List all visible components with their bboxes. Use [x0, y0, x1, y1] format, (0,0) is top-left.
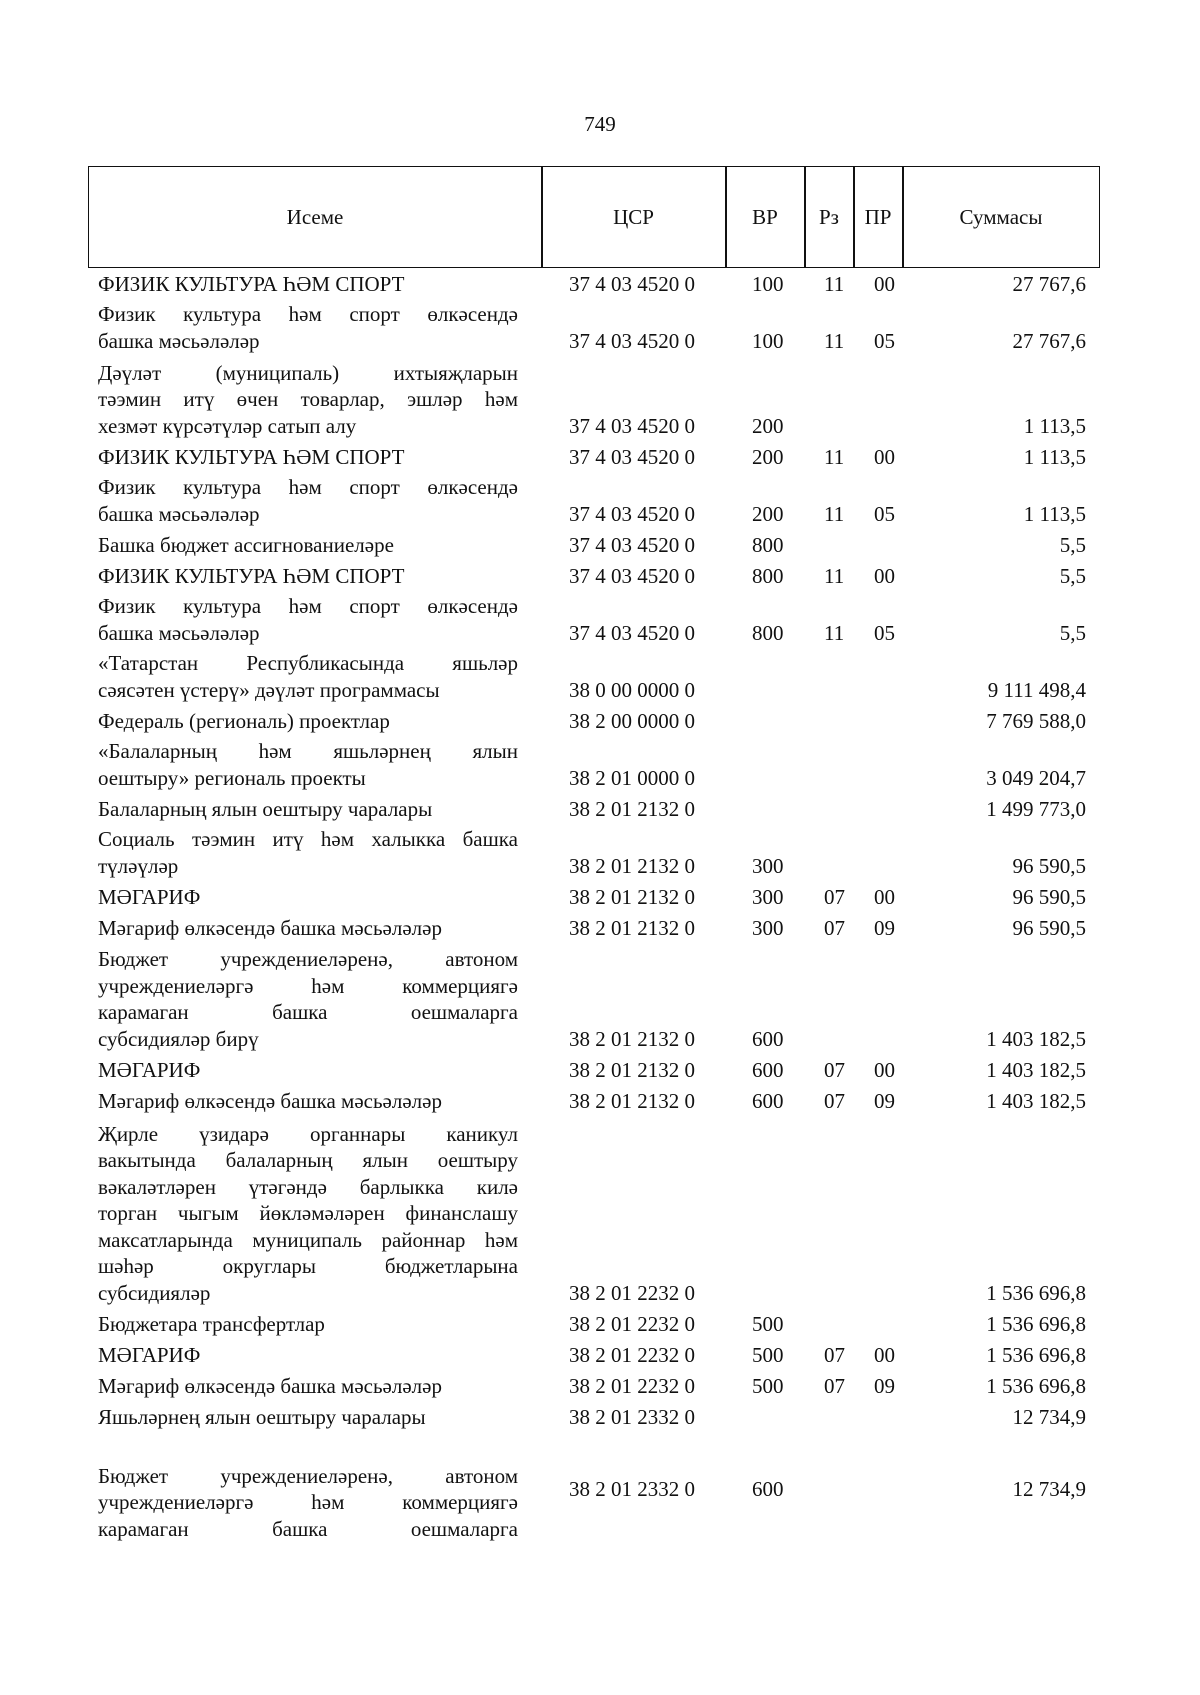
row-vr: 300 [752, 915, 784, 940]
row-vr: 600 [752, 1088, 784, 1113]
row-vr: 100 [752, 271, 784, 296]
row-csr: 37 4 03 4520 0 [569, 620, 695, 645]
row-name [98, 1057, 518, 1084]
row-name-line: Балаларның ялын оештыру чаралары [98, 796, 433, 821]
row-csr: 38 2 01 2232 0 [569, 1342, 695, 1367]
row-vr: 500 [752, 1342, 784, 1367]
row-pr: 05 [874, 620, 895, 645]
row-vr: 100 [752, 328, 784, 353]
row-name [98, 1463, 518, 1543]
row-name-line: Бюджетара трансфертлар [98, 1311, 325, 1336]
row-rz: 07 [824, 915, 845, 940]
row-name-line: субсидияләр [98, 1280, 211, 1305]
column-header-rz: Рз [819, 204, 839, 229]
page-number: 749 [584, 112, 616, 136]
row-name-line: Яшьләрнең ялын оештыру чаралары [98, 1404, 426, 1429]
row-sum: 96 590,5 [1012, 853, 1086, 878]
row-csr: 37 4 03 4520 0 [569, 501, 695, 526]
row-pr: 09 [874, 1373, 895, 1398]
row-sum: 5,5 [1059, 532, 1086, 557]
row-pr: 00 [874, 271, 895, 296]
table-row [88, 1052, 1100, 1083]
row-name-line: Җирле үзидарә органнары каникул [98, 1121, 518, 1146]
row-sum: 1 499 773,0 [986, 796, 1086, 821]
row-rz: 07 [824, 1373, 845, 1398]
row-sum: 9 111 498,4 [987, 677, 1086, 702]
row-name-line: вакытында балаларның ялын оештыру [98, 1148, 518, 1172]
table-row [88, 791, 1100, 822]
row-name-line: ФИЗИК КУЛЬТУРА ҺӘМ СПОРТ [98, 444, 405, 469]
row-vr: 800 [752, 532, 784, 557]
table-row [88, 703, 1100, 734]
column-header-vr: ВР [752, 204, 778, 229]
row-csr: 38 2 01 2132 0 [569, 884, 695, 909]
row-pr: 00 [874, 884, 895, 909]
row-name-line: вәкаләтләрен үтәгәндә барлыкка килә [98, 1174, 518, 1199]
row-name-line: учреждениеләргә һәм коммерциягә [98, 1490, 518, 1514]
table-row [88, 439, 1100, 470]
row-name-line: учреждениеләргә һәм коммерциягә [98, 973, 518, 998]
row-rz: 07 [824, 1342, 845, 1367]
row-name-line: Физик культура һәм спорт өлкәсендә [98, 594, 518, 618]
table-row [88, 1306, 1100, 1337]
row-sum: 7 769 588,0 [986, 708, 1086, 733]
row-name-line: МӘГАРИФ [98, 884, 201, 909]
row-pr: 09 [874, 915, 895, 940]
row-pr: 05 [874, 328, 895, 353]
row-pr: 09 [874, 1088, 895, 1113]
row-csr: 37 4 03 4520 0 [569, 271, 695, 296]
row-name-line: Физик культура һәм спорт өлкәсендә [98, 302, 518, 326]
row-csr: 38 2 01 2132 0 [569, 853, 695, 878]
row-csr: 38 2 01 2232 0 [569, 1311, 695, 1336]
row-name [98, 593, 518, 646]
row-vr: 600 [752, 1476, 784, 1501]
row-name [98, 946, 518, 1052]
row-sum: 1 403 182,5 [986, 1026, 1086, 1051]
row-name-line: ФИЗИК КУЛЬТУРА ҺӘМ СПОРТ [98, 271, 405, 296]
row-sum: 3 049 204,7 [986, 765, 1086, 790]
row-rz: 11 [824, 563, 845, 588]
row-sum: 1 536 696,8 [986, 1280, 1086, 1305]
table-row [88, 297, 1100, 354]
row-pr: 00 [874, 1342, 895, 1367]
row-name [98, 1121, 518, 1307]
row-sum: 1 536 696,8 [986, 1311, 1086, 1336]
table-row [88, 470, 1100, 527]
row-name [98, 1342, 518, 1369]
row-sum: 5,5 [1059, 563, 1086, 588]
row-name [98, 796, 518, 823]
row-name-line: оештыру» региональ проекты [98, 765, 366, 790]
row-pr: 00 [874, 444, 895, 469]
row-csr: 37 4 03 4520 0 [569, 328, 695, 353]
table-row [88, 1337, 1100, 1368]
row-name [98, 884, 518, 911]
row-sum: 1 113,5 [1023, 413, 1086, 438]
table-row [88, 646, 1100, 703]
row-name [98, 301, 518, 354]
row-rz: 07 [824, 884, 845, 909]
row-csr: 38 2 01 0000 0 [569, 765, 695, 790]
row-name-line: шәһәр округлары бюджетларына [98, 1254, 518, 1278]
row-csr: 37 4 03 4520 0 [569, 532, 695, 557]
row-name [98, 563, 518, 590]
row-name [98, 1404, 518, 1431]
row-csr: 38 2 01 2132 0 [569, 1057, 695, 1082]
table-row [88, 558, 1100, 589]
table-row [88, 910, 1100, 941]
row-name-line: Мәгариф өлкәсендә башка мәсьәләләр [98, 1373, 442, 1398]
row-name-line: Федераль (региональ) проектлар [98, 708, 390, 733]
row-vr: 500 [752, 1311, 784, 1336]
row-sum: 12 734,9 [1012, 1476, 1086, 1501]
row-vr: 600 [752, 1057, 784, 1082]
row-name [98, 650, 518, 703]
row-name-line: Мәгариф өлкәсендә башка мәсьәләләр [98, 1088, 442, 1113]
row-sum: 1 403 182,5 [986, 1057, 1086, 1082]
row-pr: 05 [874, 501, 895, 526]
row-name [98, 360, 518, 440]
row-csr: 38 2 01 2132 0 [569, 1088, 695, 1113]
table-row [88, 941, 1100, 1052]
row-name-line: максатларында муниципаль районнар һәм [98, 1227, 518, 1252]
row-csr: 38 2 01 2132 0 [569, 796, 695, 821]
row-vr: 300 [752, 884, 784, 909]
row-name-line: Социаль тәэмин итү һәм халыкка башка [98, 827, 518, 851]
table-row [88, 1083, 1100, 1114]
row-csr: 38 0 00 0000 0 [569, 677, 695, 702]
row-vr: 300 [752, 853, 784, 878]
row-csr: 38 2 01 2332 0 [569, 1404, 695, 1429]
row-sum: 96 590,5 [1012, 884, 1086, 909]
row-name-line: башка мәсьәләләр [98, 501, 260, 526]
table-header [88, 166, 1100, 268]
row-vr: 600 [752, 1026, 784, 1051]
row-name-line: сәясәтен үстерү» дәүләт программасы [98, 677, 440, 702]
row-sum: 12 734,9 [1012, 1404, 1086, 1429]
row-sum: 27 767,6 [1012, 271, 1086, 296]
row-name-line: Бюджет учреждениеләренә, автоном [98, 1463, 518, 1488]
table-row [88, 527, 1100, 558]
row-name-line: Физик культура һәм спорт өлкәсендә [98, 475, 518, 499]
table-row [88, 1430, 1100, 1541]
row-name [98, 271, 518, 298]
row-vr: 500 [752, 1373, 784, 1398]
row-name-line: башка мәсьәләләр [98, 620, 260, 645]
table-row [88, 734, 1100, 791]
row-name-line: Бюджет учреждениеләренә, автоном [98, 947, 518, 971]
row-name [98, 738, 518, 791]
table-row [88, 354, 1100, 439]
row-name-line: түләүләр [98, 853, 179, 878]
row-name [98, 1311, 518, 1338]
row-pr: 00 [874, 563, 895, 588]
row-name [98, 532, 518, 559]
table-row [88, 589, 1100, 646]
table-row [88, 1399, 1100, 1430]
row-name-line: хезмәт күрсәтүләр сатып алу [98, 413, 357, 438]
table-row [88, 1114, 1100, 1306]
row-vr: 200 [752, 444, 784, 469]
row-rz: 07 [824, 1088, 845, 1113]
row-name-line: Мәгариф өлкәсендә башка мәсьәләләр [98, 915, 442, 940]
row-rz: 11 [824, 620, 845, 645]
row-vr: 800 [752, 620, 784, 645]
row-csr: 37 4 03 4520 0 [569, 444, 695, 469]
column-header-name: Исеме [286, 204, 344, 229]
row-name-line: «Балаларның һәм яшьләрнең ялын [98, 739, 518, 763]
row-sum: 27 767,6 [1012, 328, 1086, 353]
row-rz: 11 [824, 271, 845, 296]
row-sum: 96 590,5 [1012, 915, 1086, 940]
row-vr: 200 [752, 501, 784, 526]
row-name-line: тәэмин итү өчен товарлар, эшләр һәм [98, 387, 518, 411]
row-name-line: субсидияләр бирү [98, 1026, 259, 1051]
column-header-csr: ЦСР [613, 204, 654, 229]
row-name [98, 915, 518, 942]
table-row [88, 879, 1100, 910]
row-rz: 11 [824, 328, 845, 353]
column-header-sum: Суммасы [959, 204, 1043, 229]
row-name-line: карамаган башка оешмаларга [98, 1000, 518, 1024]
row-name-line: Дәүләт (муниципаль) ихтыяҗларын [98, 360, 518, 385]
row-rz: 11 [824, 444, 845, 469]
row-name [98, 826, 518, 879]
row-csr: 37 4 03 4520 0 [569, 413, 695, 438]
row-sum: 5,5 [1059, 620, 1086, 645]
row-name-line: «Татарстан Республикасында яшьләр [98, 651, 518, 675]
table-row [88, 266, 1100, 297]
row-sum: 1 113,5 [1023, 501, 1086, 526]
row-csr: 38 2 00 0000 0 [569, 708, 695, 733]
row-csr: 37 4 03 4520 0 [569, 563, 695, 588]
row-csr: 38 2 01 2132 0 [569, 1026, 695, 1051]
row-vr: 800 [752, 563, 784, 588]
row-name-line: Башка бюджет ассигнованиеләре [98, 532, 394, 557]
row-sum: 1 536 696,8 [986, 1342, 1086, 1367]
row-rz: 11 [824, 501, 845, 526]
row-csr: 38 2 01 2232 0 [569, 1280, 695, 1305]
row-csr: 38 2 01 2232 0 [569, 1373, 695, 1398]
row-name-line: МӘГАРИФ [98, 1342, 201, 1367]
column-header-pr: ПР [864, 204, 892, 229]
table-row [88, 1368, 1100, 1399]
row-csr: 38 2 01 2132 0 [569, 915, 695, 940]
row-name-line: карамаган башка оешмаларга [98, 1516, 518, 1541]
row-name-line: ФИЗИК КУЛЬТУРА ҺӘМ СПОРТ [98, 563, 405, 588]
row-sum: 1 536 696,8 [986, 1373, 1086, 1398]
row-sum: 1 113,5 [1023, 444, 1086, 469]
row-name-line: МӘГАРИФ [98, 1057, 201, 1082]
row-pr: 00 [874, 1057, 895, 1082]
row-name-line: торган чыгым йөкләмәләрен финанслашу [98, 1201, 518, 1225]
row-name [98, 444, 518, 471]
row-name [98, 708, 518, 735]
row-rz: 07 [824, 1057, 845, 1082]
row-name [98, 1088, 518, 1115]
row-name [98, 1373, 518, 1400]
row-csr: 38 2 01 2332 0 [569, 1476, 695, 1501]
table-row [88, 822, 1100, 879]
row-vr: 200 [752, 413, 784, 438]
row-name-line: башка мәсьәләләр [98, 328, 260, 353]
row-sum: 1 403 182,5 [986, 1088, 1086, 1113]
row-name [98, 474, 518, 527]
